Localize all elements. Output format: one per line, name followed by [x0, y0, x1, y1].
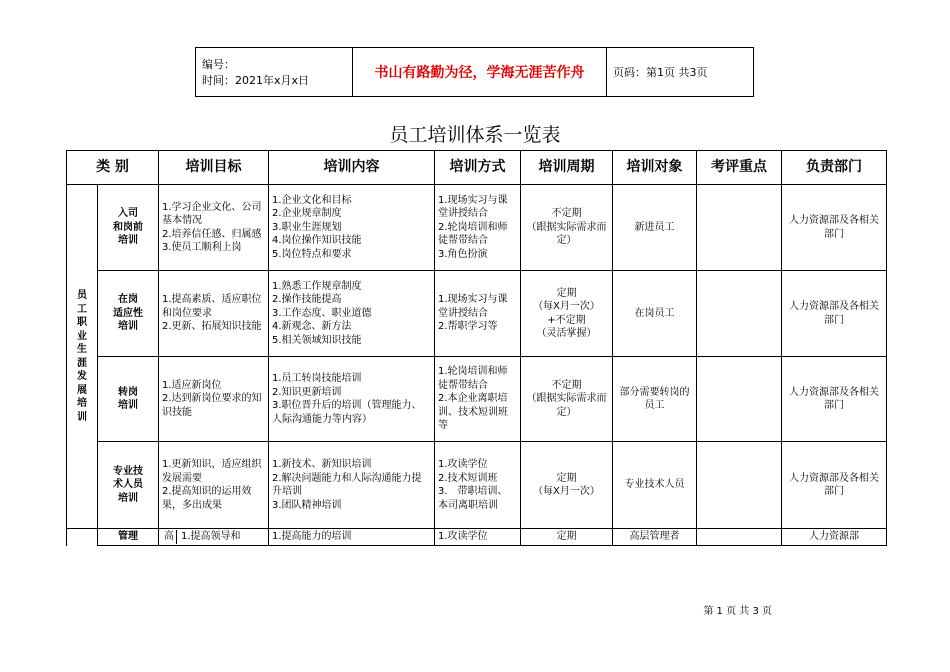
category-char: 展	[77, 384, 87, 396]
table-row	[67, 271, 887, 357]
responsible-dept: 人力资源部及各相关部门	[782, 442, 887, 529]
category-char: 业	[77, 330, 87, 342]
table-row	[67, 357, 887, 442]
page-footer: 第 1 页 共 3 页	[703, 606, 772, 617]
evaluation-focus	[697, 529, 782, 546]
training-target: 新进员工	[613, 185, 697, 271]
category-char: 员	[77, 290, 87, 301]
training-table	[66, 150, 887, 546]
evaluation-focus	[697, 357, 782, 442]
training-target: 专业技术人员	[613, 442, 697, 529]
col-header: 培训对象	[613, 151, 697, 185]
training-type: 管理	[98, 529, 159, 546]
training-target: 部分需要转岗的员工	[613, 357, 697, 442]
col-header: 培训方式	[435, 151, 521, 185]
training-method: 1.攻读学位	[435, 529, 521, 546]
training-content: 1.熟悉工作规章制度 2.操作技能提高 3.工作态度、职业道德 4.新观念、新方法 5.相关领域知识技能	[269, 271, 435, 357]
col-header: 负责部门	[782, 151, 887, 185]
table-header-row	[67, 151, 887, 185]
training-type: 在岗 适应性 培训	[98, 271, 159, 357]
training-content: 1.提高能力的培训	[269, 529, 435, 546]
page-title: 员工培训体系一览表	[389, 124, 561, 146]
category-char: 生	[77, 344, 87, 355]
training-method: 1.现场实习与课堂讲授结合 2.帮职学习等	[435, 271, 521, 357]
training-content: 1.企业文化和目标 2.企业规章制度 3.职业生涯规划 4.岗位操作知识技能 5.岗位特点和要求	[269, 185, 435, 271]
category-char: 发	[77, 371, 87, 382]
category-cell	[67, 529, 98, 546]
evaluation-focus	[697, 271, 782, 357]
category-cell	[67, 185, 98, 529]
doc-number-label: 编号：	[202, 58, 235, 71]
training-method: 1.轮岗培训和师徒帮带结合 2.本企业离职培训、技术短训班等	[435, 357, 521, 442]
training-goal: 1.适应新岗位 2.达到新岗位要求的知识技能	[159, 357, 269, 442]
table-row	[67, 185, 887, 271]
training-goal: 1.提高领导和	[181, 531, 241, 543]
evaluation-focus	[697, 185, 782, 271]
header-meta	[196, 48, 353, 97]
header-page-code: 页码：第1页 共3页	[607, 48, 754, 97]
training-cycle: 定期 （每X月一次） +不定期 （灵活掌握）	[521, 271, 613, 357]
training-goal: 1.更新知识，适应组织发展需要 2.提高知识的运用效果，多出成果	[159, 442, 269, 529]
col-header: 培训目标	[159, 151, 269, 185]
training-target: 在岗员工	[613, 271, 697, 357]
training-type: 专业技 术人员 培训	[98, 442, 159, 529]
training-cycle: 不定期 （跟据实际需求而定）	[521, 185, 613, 271]
responsible-dept: 人力资源部及各相关部门	[782, 357, 887, 442]
training-target: 高层管理者	[613, 529, 697, 546]
training-goal-cell	[159, 529, 269, 546]
training-method: 1.现场实习与课堂讲授结合 2.轮岗培训和师徒帮带结合 3.角色扮演	[435, 185, 521, 271]
header-motto: 书山有路勤为径，学海无涯苦作舟	[353, 48, 607, 97]
col-header: 培训内容	[269, 151, 435, 185]
category-char: 工	[77, 303, 87, 315]
category-char: 职	[77, 317, 87, 328]
doc-time-label: 时间：2021年x月x日	[202, 74, 310, 87]
training-goal-prefix: 高	[162, 530, 177, 544]
training-goal: 1.提高素质、适应职位和岗位要求 2.更新、拓展知识技能	[159, 271, 269, 357]
document-header	[195, 47, 754, 97]
responsible-dept: 人力资源部及各相关部门	[782, 271, 887, 357]
training-type: 入司 和岗前 培训	[98, 185, 159, 271]
table-row	[67, 529, 887, 546]
col-header: 考评重点	[697, 151, 782, 185]
category-char: 涯	[77, 357, 87, 369]
col-header: 培训周期	[521, 151, 613, 185]
training-method: 1.攻读学位 2.技术短训班 3. 带职培训、本司离职培训	[435, 442, 521, 529]
training-cycle: 不定期 （跟据实际需求而定）	[521, 357, 613, 442]
responsible-dept: 人力资源部及各相关部门	[782, 185, 887, 271]
responsible-dept: 人力资源部	[782, 529, 887, 546]
evaluation-focus	[697, 442, 782, 529]
training-cycle: 定期 （每X月一次）	[521, 442, 613, 529]
training-content: 1.员工转岗技能培训 2.知识更新培训 3.职位晋升后的培训（管理能力、人际沟通能力等内容）	[269, 357, 435, 442]
col-header: 类 别	[67, 151, 159, 185]
training-cycle: 定期	[521, 529, 613, 546]
training-content: 1.新技术、新知识培训 2.解决问题能力和人际沟通能力提升培训 3.团队精神培训	[269, 442, 435, 529]
category-char: 训	[77, 411, 87, 423]
table-row	[67, 442, 887, 529]
category-char: 培	[77, 398, 87, 409]
training-goal: 1.学习企业文化、公司基本情况 2.培养信任感、归属感 3.使员工顺利上岗	[159, 185, 269, 271]
training-type: 转岗 培训	[98, 357, 159, 442]
